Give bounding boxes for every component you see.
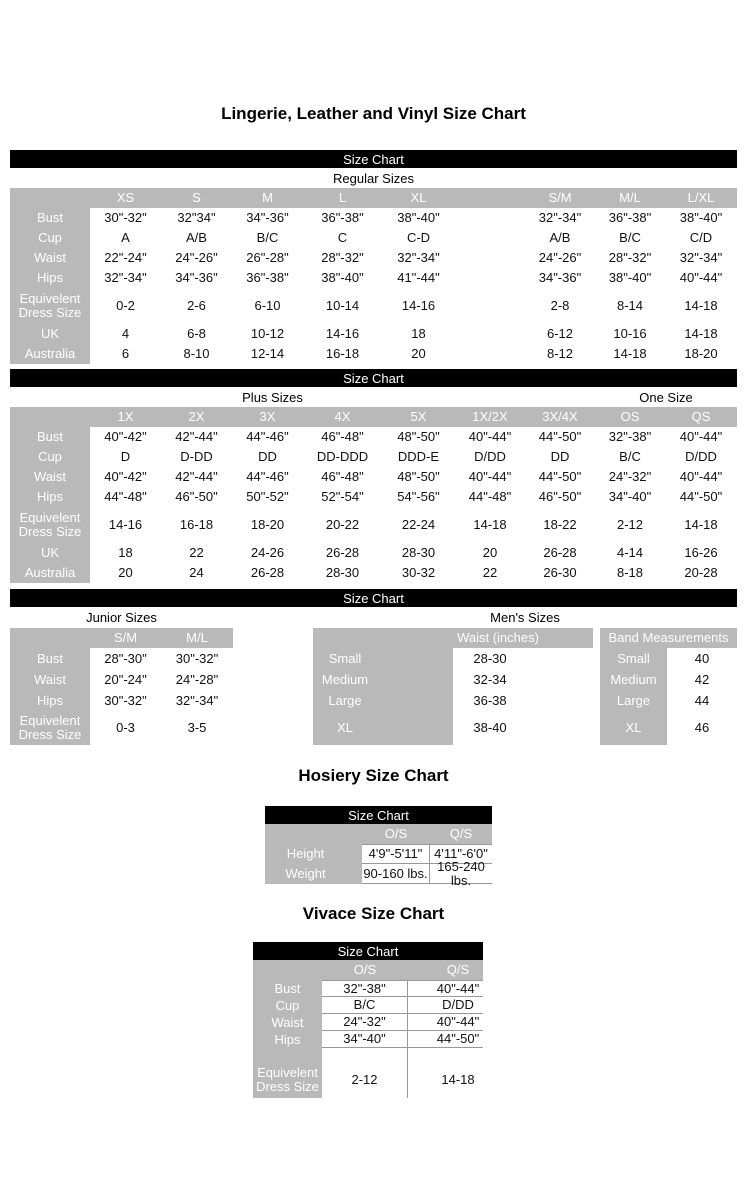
column-header: Q/S	[430, 824, 492, 844]
size-value: A/B	[549, 230, 571, 245]
size-value: 6	[121, 346, 130, 361]
size-value: 6-10	[254, 298, 281, 313]
row-label: Hips	[253, 1031, 322, 1048]
vivace-table	[253, 960, 483, 1098]
size-value: 90-160 lbs.	[362, 864, 430, 884]
size-value: 10-12	[250, 326, 285, 341]
regular-sizes-table	[10, 188, 737, 364]
size-value: 18	[118, 545, 133, 560]
size-value: 38"-40"	[608, 270, 652, 285]
size-value: 42	[694, 671, 710, 687]
size-value: 22-24	[401, 517, 436, 532]
row-label: UK	[10, 543, 90, 563]
size-value: 18	[411, 326, 426, 341]
size-value: B/C	[619, 230, 641, 245]
section-label-plus-sizes: Plus Sizes	[242, 389, 303, 405]
size-value: 32"-34"	[397, 250, 440, 265]
column-header: 1X	[90, 407, 161, 427]
size-value: 6-8	[187, 326, 206, 341]
row-label: Equivelent Dress Size	[10, 288, 90, 324]
vivace-title: Vivace Size Chart	[302, 904, 445, 923]
row-label: Large	[313, 690, 453, 711]
size-chart-bar	[253, 942, 483, 960]
size-value	[455, 268, 525, 288]
column-header: 3X	[232, 407, 303, 427]
size-value: 48"-50"	[397, 469, 440, 484]
size-value: 34"-40"	[608, 489, 652, 504]
column-header: M/L	[595, 188, 665, 208]
size-value: 34"-36"	[538, 270, 582, 285]
size-value: 18-22	[543, 517, 577, 532]
row-label: Waist	[10, 248, 90, 268]
column-header: S	[161, 188, 232, 208]
size-value: 8-18	[616, 565, 644, 580]
size-value: 12-14	[250, 346, 285, 361]
size-value: 4-14	[616, 545, 644, 560]
size-value: A	[121, 230, 130, 245]
size-value: 32"-34"	[679, 250, 723, 265]
size-value: 30"-32"	[104, 692, 147, 708]
size-value	[455, 324, 525, 344]
page-title: Lingerie, Leather and Vinyl Size Chart	[221, 104, 526, 123]
row-label: UK	[10, 324, 90, 344]
row-label: Medium	[313, 669, 453, 690]
size-value: 30"-32"	[175, 650, 219, 666]
size-value: 20	[482, 545, 498, 560]
mens-gap	[593, 711, 600, 745]
size-value: 32"-34"	[538, 210, 582, 225]
row-label: Cup	[10, 228, 90, 248]
hosiery-table	[265, 824, 492, 888]
row-label: Waist	[10, 669, 90, 690]
size-value: D/DD	[685, 449, 717, 464]
size-value: 24"-32"	[608, 469, 652, 484]
column-header-empty	[265, 824, 362, 844]
size-value: 26"-28"	[246, 250, 289, 265]
size-value: 3-5	[187, 720, 207, 735]
section-label-mens-sizes: Men's Sizes	[490, 610, 560, 625]
size-value	[455, 288, 525, 324]
size-value	[455, 344, 525, 364]
size-value: 28"-32"	[608, 250, 652, 265]
size-value	[322, 1048, 408, 1062]
size-value: 40"-44"	[408, 1014, 483, 1031]
size-value: 6-12	[546, 326, 574, 341]
section-label-regular-sizes: Regular Sizes	[333, 170, 414, 186]
size-value: 40"-44"	[679, 429, 723, 444]
size-value: 30-32	[401, 565, 436, 580]
size-value: 20	[411, 346, 426, 361]
column-header: O/S	[362, 824, 430, 844]
size-value: DD	[550, 449, 570, 464]
size-value: 26-28	[325, 545, 360, 560]
row-label: Bust	[10, 427, 90, 447]
size-value: 32"-38"	[608, 429, 652, 444]
row-label: Waist	[253, 1014, 322, 1031]
size-value: 24"-26"	[538, 250, 582, 265]
size-value: 44"-46"	[246, 429, 289, 444]
size-value: 10-14	[325, 298, 360, 313]
size-value: 44	[694, 692, 710, 708]
size-value: B/C	[256, 230, 279, 245]
size-value	[455, 248, 525, 268]
size-value: 14-18	[684, 517, 718, 532]
size-value: 38"-40"	[321, 270, 364, 285]
column-header: OS	[595, 407, 665, 427]
size-value: 26-28	[543, 545, 577, 560]
size-value: 24	[189, 565, 204, 580]
size-value: 24-26	[250, 545, 285, 560]
row-label: Small	[313, 648, 453, 669]
size-value: DDD-E	[397, 449, 440, 464]
size-value: C	[337, 230, 348, 245]
size-value: 48"-50"	[397, 429, 440, 444]
row-label: Australia	[10, 344, 90, 364]
size-value: 10-16	[613, 326, 647, 341]
row-label: XL	[313, 711, 453, 745]
size-value: 24"-32"	[322, 1014, 408, 1031]
size-value: 20	[118, 565, 133, 580]
size-value: D/DD	[474, 449, 506, 464]
size-value: 42"-44"	[175, 429, 218, 444]
column-header: S/M	[90, 628, 161, 648]
size-value: 2-12	[322, 1062, 408, 1098]
size-value: 50"-52"	[246, 489, 289, 504]
size-value: 20"-24"	[104, 671, 147, 687]
plus-sizes-table	[10, 407, 737, 583]
size-value: 0-2	[116, 298, 135, 313]
size-value: D-DD	[180, 449, 213, 464]
size-value: 38"-40"	[679, 210, 723, 225]
mens-header-gap	[593, 628, 600, 648]
size-value: 14-16	[325, 326, 360, 341]
size-value: 32"-34"	[175, 692, 219, 708]
column-header: 1X/2X	[455, 407, 525, 427]
mens-gap	[593, 648, 600, 669]
size-value: 14-18	[473, 517, 507, 532]
size-value: 28"-32"	[321, 250, 364, 265]
size-value: 165-240 lbs.	[430, 864, 492, 884]
row-label: Height	[265, 844, 362, 864]
size-value: 32"-38"	[322, 980, 408, 997]
column-header: L/XL	[665, 188, 737, 208]
vivace-block	[253, 942, 483, 1098]
size-value: 44"-48"	[104, 489, 147, 504]
size-value: 36-38	[473, 692, 507, 708]
section-label-one-size: One Size	[639, 389, 693, 405]
size-value: 4'9"-5'11"	[362, 844, 430, 864]
column-header: 5X	[382, 407, 455, 427]
size-value: 32"-34"	[104, 270, 147, 285]
size-chart-bar	[265, 806, 492, 824]
size-value: 41"-44"	[397, 270, 440, 285]
size-value: 40"-44"	[679, 469, 723, 484]
size-value: 46"-48"	[321, 429, 364, 444]
size-value: DD-DDD	[316, 449, 369, 464]
size-value: 54"-56"	[397, 489, 440, 504]
column-header-empty	[10, 407, 90, 427]
size-value: 16-18	[179, 517, 214, 532]
size-value: 2-8	[550, 298, 570, 313]
size-value: 46	[694, 720, 710, 735]
size-value: 4'11"-6'0"	[430, 844, 492, 864]
row-label: Hips	[10, 690, 90, 711]
size-value: 14-18	[613, 346, 647, 361]
row-label	[253, 1048, 322, 1062]
size-value: 24"-26"	[175, 250, 218, 265]
size-value: 38"-40"	[397, 210, 440, 225]
size-value: 22	[189, 545, 204, 560]
size-value: 46"-48"	[321, 469, 364, 484]
row-label: Cup	[10, 447, 90, 467]
mens-gap	[593, 690, 600, 711]
size-value: A/B	[186, 230, 207, 245]
size-value: 8-12	[546, 346, 574, 361]
size-value: 2-6	[187, 298, 206, 313]
size-value: 4	[121, 326, 130, 341]
size-value: C-D	[406, 230, 431, 245]
size-value: 40	[694, 650, 710, 666]
column-header: QS	[665, 407, 737, 427]
size-value: 14-18	[684, 298, 718, 313]
size-value: 8-10	[183, 346, 210, 361]
size-chart-bar	[10, 150, 737, 168]
size-value: 2-12	[616, 517, 644, 532]
column-header: XS	[90, 188, 161, 208]
size-value: 20-22	[325, 517, 360, 532]
size-value: 42"-44"	[175, 469, 218, 484]
size-value: 8-14	[616, 298, 644, 313]
row-label: Hips	[10, 268, 90, 288]
size-value: 36"-38"	[246, 270, 289, 285]
junior-sizes-block	[10, 607, 233, 745]
size-value: 40"-44"	[468, 429, 512, 444]
mens-band-header: Band Measurements	[600, 628, 737, 648]
size-value	[455, 208, 525, 228]
size-value: 44"-50"	[538, 469, 582, 484]
size-value: 24"-28"	[175, 671, 219, 687]
size-value: C/D	[689, 230, 713, 245]
size-value: 36"-38"	[321, 210, 364, 225]
size-value: 34"-36"	[246, 210, 289, 225]
size-value: 16-26	[684, 545, 718, 560]
size-value: 26-28	[250, 565, 285, 580]
size-value: 44"-50"	[408, 1031, 483, 1048]
size-value: B/C	[619, 449, 641, 464]
mens-waist-header: Waist (inches)	[313, 628, 593, 648]
column-header: Q/S	[408, 960, 483, 980]
row-label: XL	[600, 711, 667, 745]
row-label: Australia	[10, 563, 90, 583]
size-value: 30"-32"	[104, 210, 147, 225]
size-value: 44"-50"	[538, 429, 582, 444]
junior-sizes-table	[10, 628, 233, 745]
size-chart-bar	[10, 369, 737, 387]
size-value: 14-18	[441, 1072, 475, 1087]
size-chart-bar	[10, 589, 737, 607]
size-value: 40"-42"	[104, 469, 147, 484]
column-header: S/M	[525, 188, 595, 208]
plus-one-size-label-strip	[10, 387, 737, 407]
size-value: DD	[258, 449, 277, 464]
size-value: 46"-50"	[175, 489, 218, 504]
size-value: 34"-40"	[322, 1031, 408, 1048]
size-value: B/C	[322, 997, 408, 1014]
row-label: Small	[600, 648, 667, 669]
row-label: Bust	[10, 208, 90, 228]
column-header: 3X/4X	[525, 407, 595, 427]
row-label: Cup	[253, 997, 322, 1014]
mens-gap	[593, 669, 600, 690]
size-value: 44"-48"	[468, 489, 512, 504]
row-label: Bust	[253, 980, 322, 997]
size-value: 18-20	[684, 346, 718, 361]
size-value: 16-18	[325, 346, 360, 361]
size-chart-bar-label: Size Chart	[343, 370, 404, 386]
column-header: 4X	[303, 407, 382, 427]
size-chart-bar-label: Size Chart	[337, 943, 399, 959]
hosiery-block	[265, 806, 492, 888]
row-label: Hips	[10, 487, 90, 507]
size-value: 38-40	[473, 720, 507, 735]
size-value: 28-30	[401, 545, 436, 560]
size-value: 40"-44"	[679, 270, 723, 285]
size-value: 44"-46"	[246, 469, 289, 484]
column-header: M/L	[161, 628, 233, 648]
size-value: 40"-42"	[104, 429, 147, 444]
size-value: 28-30	[325, 565, 360, 580]
size-value: 18-20	[250, 517, 285, 532]
row-label: Equivelent Dress Size	[253, 1062, 322, 1098]
size-chart-bar-label: Size Chart	[343, 590, 404, 606]
column-header-empty	[10, 628, 90, 648]
column-header: L	[303, 188, 382, 208]
mens-sizes-table	[313, 628, 737, 745]
size-value: 44"-50"	[679, 489, 723, 504]
size-value: 52"-54"	[321, 489, 364, 504]
size-value: 46"-50"	[538, 489, 582, 504]
size-chart-page	[10, 104, 737, 1098]
junior-mens-row	[10, 607, 737, 745]
row-label: Medium	[600, 669, 667, 690]
size-value: 36"-38"	[608, 210, 652, 225]
size-value: 14-18	[684, 326, 718, 341]
column-header: 2X	[161, 407, 232, 427]
row-label: Equivelent Dress Size	[10, 711, 90, 745]
size-value: 22	[482, 565, 498, 580]
size-value: 34"-36"	[175, 270, 218, 285]
mens-sizes-block	[313, 607, 737, 745]
size-value: 14-16	[401, 298, 436, 313]
column-header-empty	[253, 960, 322, 980]
column-header-empty	[455, 188, 525, 208]
size-value	[408, 1048, 483, 1062]
column-header-empty	[10, 188, 90, 208]
size-value: 22"-24"	[104, 250, 147, 265]
row-label: Large	[600, 690, 667, 711]
row-label: Bust	[10, 648, 90, 669]
size-chart-bar-label: Size Chart	[348, 807, 409, 823]
row-label: Weight	[265, 864, 362, 884]
size-chart-bar-label: Size Chart	[343, 151, 404, 167]
size-value: 32"34"	[177, 210, 216, 225]
size-value: 0-3	[116, 720, 135, 735]
column-header: M	[232, 188, 303, 208]
size-value: D	[120, 449, 131, 464]
size-value: 26-30	[543, 565, 577, 580]
size-value	[455, 228, 525, 248]
size-value: 40"-44"	[468, 469, 512, 484]
size-value: 14-16	[108, 517, 143, 532]
column-header: O/S	[322, 960, 408, 980]
size-value: D/DD	[408, 997, 483, 1014]
size-value: 28-30	[473, 650, 507, 666]
section-label-junior-sizes: Junior Sizes	[86, 610, 157, 625]
size-value: 20-28	[684, 565, 718, 580]
size-value: 28"-30"	[104, 650, 147, 666]
column-header: XL	[382, 188, 455, 208]
row-label: Waist	[10, 467, 90, 487]
hosiery-title: Hosiery Size Chart	[298, 766, 449, 785]
row-label: Equivelent Dress Size	[10, 507, 90, 543]
size-value: 40"-44"	[408, 980, 483, 997]
size-value: 32-34	[473, 671, 507, 687]
